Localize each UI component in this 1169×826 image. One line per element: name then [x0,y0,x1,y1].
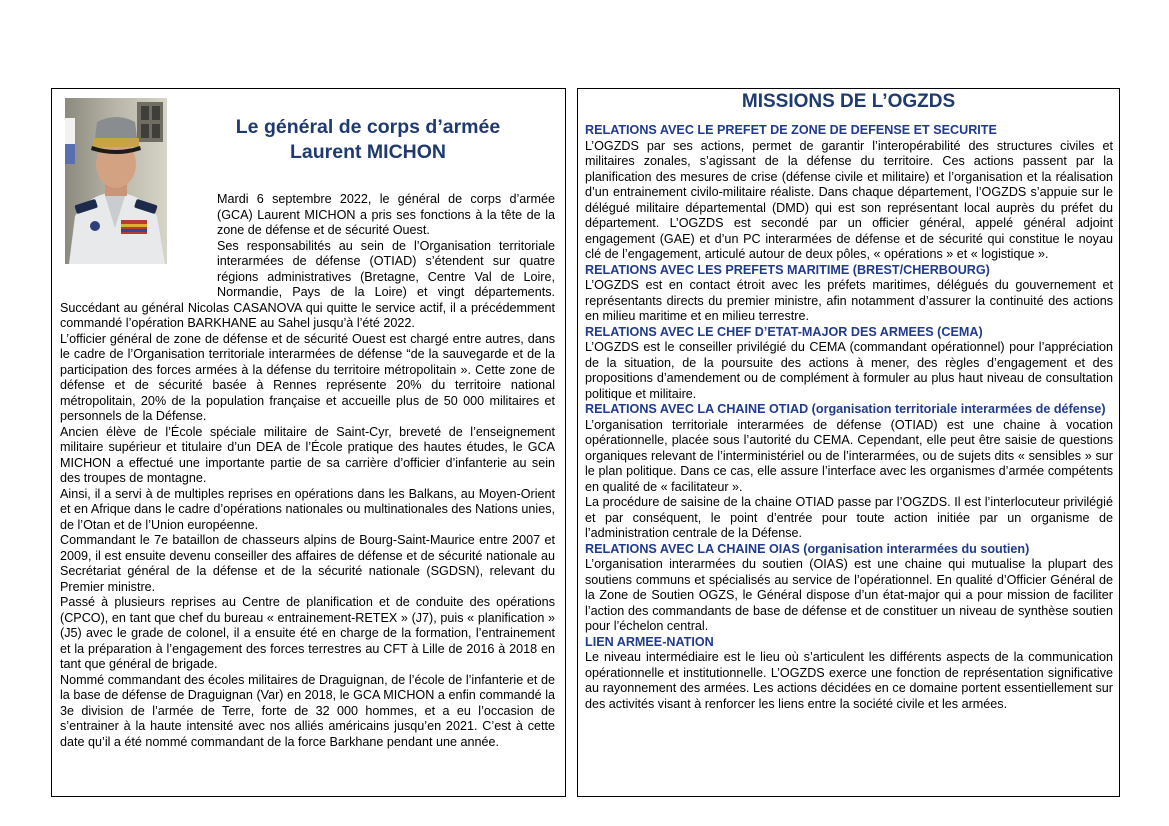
section-paragraph: L’OGZDS est le conseiller privilégié du CEMA (commandant opérationnel) pour l’appréciation de la situation, de la poursuite des actions à mener, des règles d’engagement et des propositions d’amendement ou de complément à formuler au plus haut niveau de consultation politique et militaire. [585,340,1113,401]
section-paragraph: L’organisation territoriale interarmées de défense (OTIAD) est une chaine à vocation opérationnelle, placée sous l’autorité du CEMA. Cependant, elle peut être saisie de questions organiques relevant de l’interministériel ou de l’interarmées, ou de sujets dits « sensibles » sur le plan politique. Dans ce cas, elle assure l’interface avec les organismes d’armée compétents en qualité de « facilitateur ». [585,417,1113,494]
general-title-line2: Laurent MICHON [290,141,446,163]
bio-paragraph: Commandant le 7e bataillon de chasseurs alpins de Bourg-Saint-Maurice entre 2007 et 2009, il est ensuite devenu conseiller des affaires de défense et de sécurité nationale au Secrétariat général de la défense et de la sécurité nationale (SGDSN), relevant du Premier ministre. [60,533,555,594]
section-heading-otiad: RELATIONS AVEC LA CHAINE OTIAD (organisation territoriale interarmées de défense) [585,402,1106,416]
missions-body [585,123,1113,712]
section-paragraph: L’OGZDS est en contact étroit avec les préfets maritimes, délégués du gouvernement et représentants directs du premier ministre, afin notamment d’assurer la continuité des actions en milieu maritime et en milieu terrestre. [585,278,1113,323]
bio-paragraph: Ancien élève de l’École spéciale militaire de Saint-Cyr, breveté de l’enseignement militaire supérieur et titulaire d’un DEA de l’École pratique des hautes études, le GCA MICHON a effectué une importante partie de sa carrière d’officier d’infanterie au sein des troupes de montagne. [60,424,555,485]
section-heading-armee-nation: LIEN ARMEE-NATION [585,634,714,649]
bio-paragraph: Mardi 6 septembre 2022, le général de corps d’armée (GCA) Laurent MICHON a pris ses fonctions à la tête de la zone de défense et de sécurité Ouest. [217,192,555,237]
missions-title: MISSIONS DE L’OGZDS [741,91,956,112]
section-heading-prefet-zone: RELATIONS AVEC LE PREFET DE ZONE DE DEFENSE ET SECURITE [585,123,997,137]
missions-panel [577,88,1120,797]
section-heading-oias: RELATIONS AVEC LA CHAINE OIAS (organisation interarmées du soutien) [585,541,1030,556]
general-title [212,115,524,165]
section-paragraph: L’OGZDS par ses actions, permet de garantir l’interopérabilité des structures civiles et militaires zonales, s’agissant de la défense du territoire. Ces actions passent par la planification des mesures de crise (défense civile et militaire) et l’organisation et la réalisation d’un entrainement civilo-militaire réaliste. Dans chaque département, l’OGZDS s’appuie sur le délégué militaire départemental (DMD) qui est son représentant local auprès du préfet du département. L’OGZDS est secondé par un officier général, appelé général adjoint engagement (GAE) et d’un PC interarmées de défense et de sécurité qui constitue le noyau clé de l’engagement, articulé autour de deux pôles, « opérations » et « logistique ». [585,138,1113,261]
bio-paragraph: Nommé commandant des écoles militaires de Draguignan, de l’école de l’infanterie et de la base de défense de Draguignan (Var) en 2018, le GCA MICHON a enfin commandé la 3e division de l’armée de Terre, forte de 32 000 hommes, et a eu l’occasion de s’entrainer à la haute intensité avec nos alliés américains jusqu’en 2021. C’est à cette date qu’il a été nommé commandant de la force Barkhane pendant une année. [60,672,555,749]
bio-paragraph: L’officier général de zone de défense et de sécurité Ouest est chargé entre autres, dans le cadre de l’Organisation territoriale interarmées de défense “de la sauvegarde et de la participation des forces armées à la défense du territoire métropolitain ». Cette zone de défense et de sécurité basée à Rennes représente 20% du territoire national métropolitain, 20% de la population française et accueille plus de 50 000 militaires et personnels de la Défense. [60,331,555,423]
general-biography [60,192,555,750]
bio-paragraph: Passé à plusieurs reprises au Centre de planification et de conduite des opérations (CPCO), en tant que chef du bureau « entrainement-RETEX » (J7), puis « planification » (J5) avec le grade de colonel, il a ensuite été en charge de la formation, l’entrainement et la préparation à l’engagement des forces terrestres au CFT à Lille de 2016 à 2018 en tant que général de brigade. [60,595,555,671]
general-title-line1: Le général de corps d’armée [235,116,501,138]
section-paragraph: Le niveau intermédiaire est le lieu où s’articulent les différents aspects de la communication opérationnelle et institutionnelle. L’OGZDS exerce une fonction de représentation significative au rayonnement des armées. Les actions décidées en ce domaine portent essentiellement sur des activités visant à renforcer les liens entre la société civile et les armées. [585,650,1113,711]
section-heading-prefets-maritime: RELATIONS AVEC LES PREFETS MARITIME (BREST/CHERBOURG) [585,262,990,277]
photo-wrap-spacer [60,192,217,288]
bio-paragraph: Ainsi, il a servi à de multiples reprises en opérations dans les Balkans, au Moyen-Orient et en Afrique dans le cadre d’opérations nationales ou multinationales des Nations unies, de l’Otan et de l’Union européenne. [60,486,555,532]
section-heading-cema: RELATIONS AVEC LE CHEF D’ETAT-MAJOR DES ARMEES (CEMA) [585,324,983,339]
bio-paragraph: Ses responsabilités au sein de l’Organisation territoriale interarmées de défense (OTIAD) s’étendent sur quatre régions administratives (Bretagne, Centre Val de Loire, Normandie, Pays de la Loire) et vingt départements. Succédant au général Nicolas CASANOVA qui quitte le service actif, il a précédemment commandé l’opération BARKHANE au Sahel jusqu’à l’été 2022. [60,238,555,330]
general-profile-panel [51,88,566,797]
section-paragraph: L’organisation interarmées du soutien (OIAS) est une chaine qui mutualise la plupart des soutiens communs et spécialisés au service de l’opérationnel. En qualité d’Officier Général de la Zone de Soutien OGZS, le Général dispose d’un état-major qui a pour mission de faciliter l’action des commandants de base de défense et de constituer un niveau de synthèse soutien pour l’échelon central. [585,557,1113,633]
section-paragraph: La procédure de saisine de la chaine OTIAD passe par l’OGZDS. Il est l’interlocuteur privilégié et par conséquent, le point d’entrée pour toute action initiée par un organisme de l’administration centrale de la Défense. [585,495,1113,540]
